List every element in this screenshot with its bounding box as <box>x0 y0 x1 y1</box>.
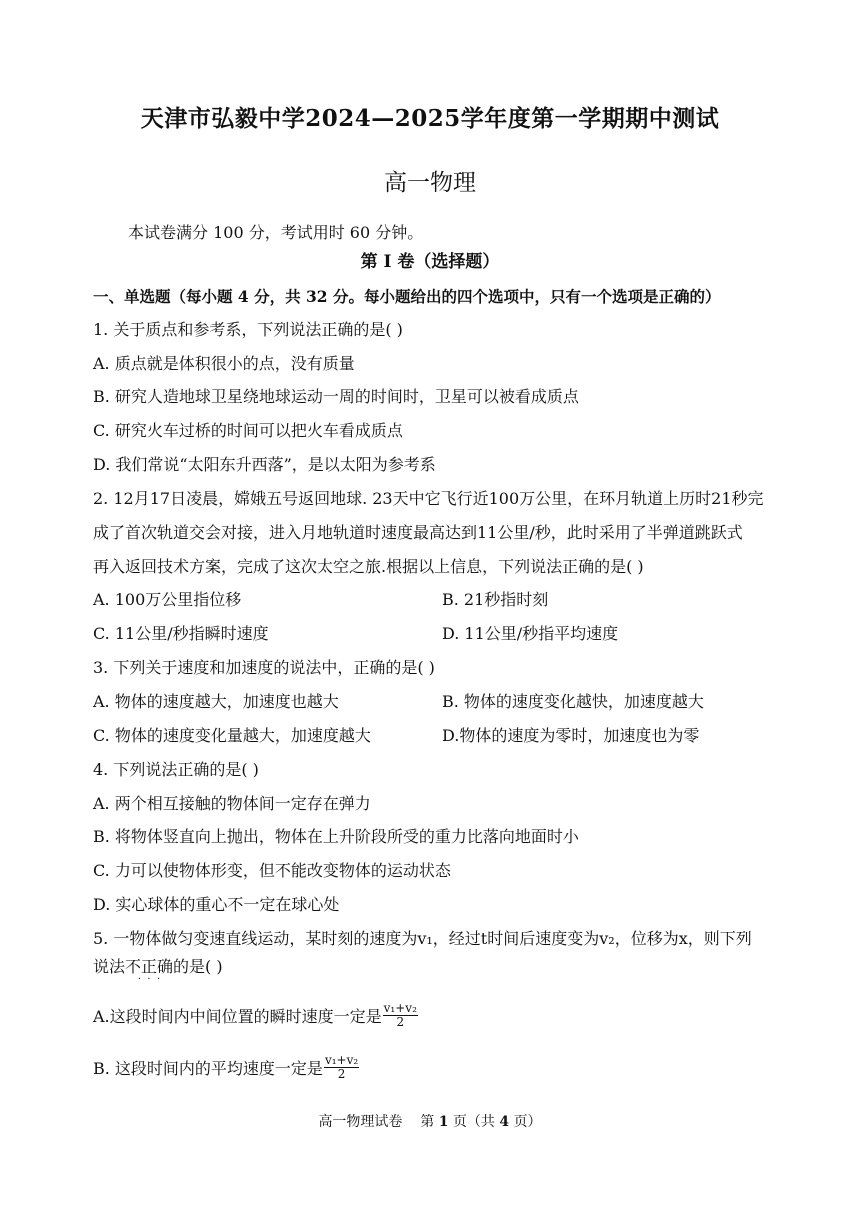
q5-stem-line2-pre: 说法 <box>93 957 126 976</box>
q1-stem: 1. 关于质点和参考系，下列说法正确的是( ) <box>93 320 403 339</box>
q2-stem-line2: 成了首次轨道交会对接，进入月地轨道时速度最高达到11公里/秒，此时采用了半弹道跳跃式 <box>93 523 743 542</box>
q2-option-d: D. 11公里/秒指平均速度 <box>442 624 619 643</box>
q4-option-c: C. 力可以使物体形变，但不能改变物体的运动状态 <box>93 861 451 880</box>
q5-option-a-text: A.这段时间内中间位置的瞬时速度一定是 <box>93 1007 382 1026</box>
q3-stem: 3. 下列关于速度和加速度的说法中，正确的是( ) <box>93 658 435 677</box>
exam-intro: 本试卷满分 100 分，考试用时 60 分钟。 <box>128 223 424 242</box>
fraction-numerator: v₁+v₂ <box>324 1053 359 1067</box>
q3-option-d: D.物体的速度为零时，加速度也为零 <box>442 726 700 745</box>
footer-page-total: 4 <box>499 1114 510 1130</box>
fraction-denominator: 2 <box>337 1067 346 1081</box>
footer-page-post: 页） <box>513 1114 542 1130</box>
q4-option-d: D. 实心球体的重心不一定在球心处 <box>93 895 340 914</box>
q5-stem-line2 <box>93 956 223 985</box>
exam-title: 天津市弘毅中学2024—2025学年度第一学期期中测试 <box>140 105 720 132</box>
q5-stem-line1: 5. 一物体做匀变速直线运动，某时刻的速度为v₁，经过t时间后速度变为v₂，位移为x，则下列 <box>93 929 752 948</box>
q1-option-b: B. 研究人造地球卫星绕地球运动一周的时间时，卫星可以被看成质点 <box>93 387 579 406</box>
q2-stem-line1: 2. 12月17日凌晨，嫦娥五号返回地球. 23天中它飞行近100万公里，在环月轨道上历时21秒完 <box>93 489 764 508</box>
q2-option-a: A. 100万公里指位移 <box>93 590 242 609</box>
q5-emphasis-word: 不正确 <box>125 957 174 976</box>
exam-subtitle: 高一物理 <box>384 170 476 196</box>
q1-option-a: A. 质点就是体积很小的点，没有质量 <box>93 354 355 373</box>
q2-stem-line3: 再入返回技术方案，完成了这次太空之旅.根据以上信息，下列说法正确的是( ) <box>93 557 644 576</box>
q4-option-b: B. 将物体竖直向上抛出，物体在上升阶段所受的重力比落向地面时小 <box>93 827 579 846</box>
q3-option-b: B. 物体的速度变化越快，加速度越大 <box>442 692 704 711</box>
q4-stem: 4. 下列说法正确的是( ) <box>93 760 259 779</box>
q5-option-b-text: B. 这段时间内的平均速度一定是 <box>93 1059 323 1078</box>
footer-page-number: 1 <box>438 1114 449 1130</box>
part-heading: 一、单选题（每小题 4 分，共 32 分。每小题给出的四个选项中，只有一个选项是正确的） <box>93 287 721 306</box>
q5-stem-line2-post: 的是( ) <box>173 957 223 976</box>
footer-label: 高一物理试卷 <box>318 1114 403 1130</box>
q5-option-b <box>93 1054 359 1084</box>
footer-page-mid: 页（共 <box>452 1114 495 1130</box>
q1-option-c: C. 研究火车过桥的时间可以把火车看成质点 <box>93 421 403 440</box>
q3-option-c: C. 物体的速度变化量越大，加速度越大 <box>93 726 371 745</box>
fraction-formula <box>383 1002 418 1029</box>
q4-option-a: A. 两个相互接触的物体间一定存在弹力 <box>93 794 371 813</box>
q5-option-a <box>93 1002 418 1032</box>
footer-page-pre: 第 <box>420 1114 435 1130</box>
section-title: 第 I 卷（选择题） <box>360 252 500 272</box>
q2-option-b: B. 21秒指时刻 <box>442 590 549 609</box>
emphasis-dots-icon: · · · <box>137 974 161 985</box>
q2-option-c: C. 11公里/秒指瞬时速度 <box>93 624 269 643</box>
fraction-denominator: 2 <box>396 1015 405 1029</box>
fraction-numerator: v₁+v₂ <box>383 1001 417 1015</box>
q3-option-a: A. 物体的速度越大，加速度也越大 <box>93 692 339 711</box>
q5-emphasis-text <box>125 957 174 985</box>
page-footer <box>0 1111 860 1131</box>
q1-option-d: D. 我们常说“太阳东升西落”，是以太阳为参考系 <box>93 455 436 474</box>
fraction-formula <box>324 1054 359 1081</box>
